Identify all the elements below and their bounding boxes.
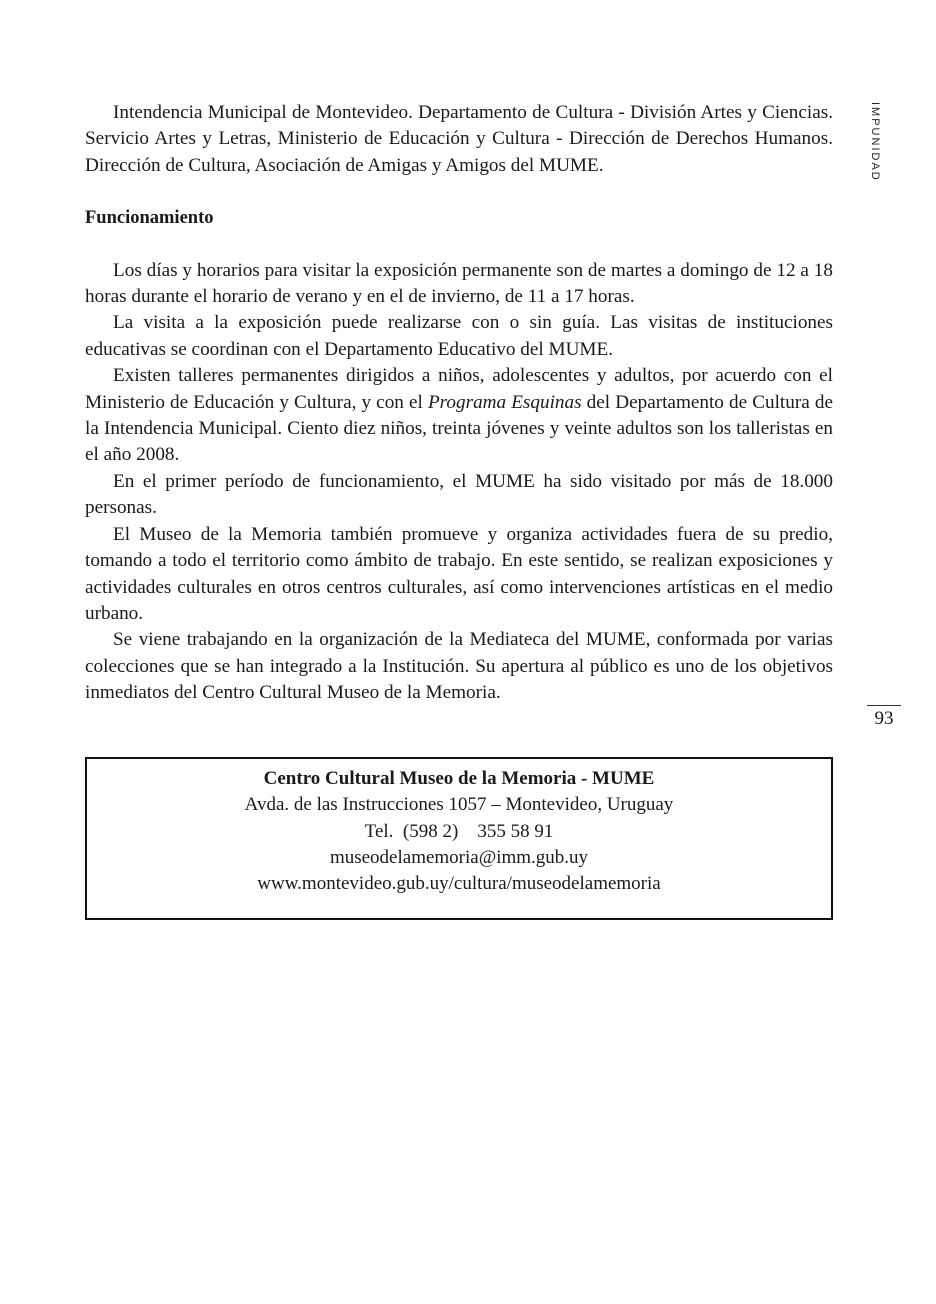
contact-address: Avda. de las Instrucciones 1057 – Montevideo, Uruguay xyxy=(244,794,674,816)
paragraph-workshops xyxy=(85,363,833,469)
paragraph-schedule: Los días y horarios para visitar la exposición permanente son de martes a domingo de 12 a 18 horas durante el horario de verano y en el de invierno, de 11 a 17 horas. xyxy=(85,259,833,308)
workshops-text-end: del Departamento de Cultura de la Intendencia Municipal. Ciento diez niños, treinta jóvenes y veinte adultos son los talleristas en el año 2008. xyxy=(85,391,833,466)
contact-phone: Tel. (598 2) 355 58 91 xyxy=(364,820,554,842)
programa-esquinas-italic: Programa Esquinas xyxy=(427,391,582,413)
main-text xyxy=(85,100,833,707)
contact-title: Centro Cultural Museo de la Memoria - MUME xyxy=(263,768,655,789)
contact-email: museodelamemoria@imm.gub.uy xyxy=(329,846,589,868)
paragraph-outreach: El Museo de la Memoria también promueve y organiza actividades fuera de su predio, tomando a todo el territorio como ámbito de trabajo. En este sentido, se realizan exposiciones y actividades culturales en otros centros culturales, así como intervenciones artísticas en el medio urbano. xyxy=(85,523,833,624)
paragraph-guided-visits: La visita a la exposición puede realizarse con o sin guía. Las visitas de instituciones educativas se coordinan con el Departamento Educativo del MUME. xyxy=(85,312,833,360)
running-header-label: IMPUNIDAD xyxy=(869,102,881,182)
section-heading: Funcionamiento xyxy=(85,208,214,229)
paragraph-visitors: En el primer período de funcionamiento, el MUME ha sido visitado por más de 18.000 personas. xyxy=(85,470,833,519)
page-number: 93 xyxy=(874,708,894,729)
paragraph-mediateca: Se viene trabajando en la organización de la Mediateca del MUME, conformada por varias colecciones que se han integrado a la Institución. Su apertura al público es uno de los objetivos inmediatos del Centro Cultural Museo de la Memoria. xyxy=(85,629,833,704)
workshops-text-start: Existen talleres permanentes dirigidos a niños, adolescentes y adultos, por acuerdo con el Ministerio de Educación y Cultura, y con el xyxy=(85,365,833,413)
intro-paragraph: Intendencia Municipal de Montevideo. Departamento de Cultura - División Artes y Ciencias. Servicio Artes y Letras, Ministerio de Educación y Cultura - Dirección de Derechos Humanos. Dirección de Cultura, Asociación de Amigas y Amigos del MUME. xyxy=(85,102,833,176)
contact-website: www.montevideo.gub.uy/cultura/museodelamemoria xyxy=(257,873,661,895)
contact-box xyxy=(85,757,833,920)
